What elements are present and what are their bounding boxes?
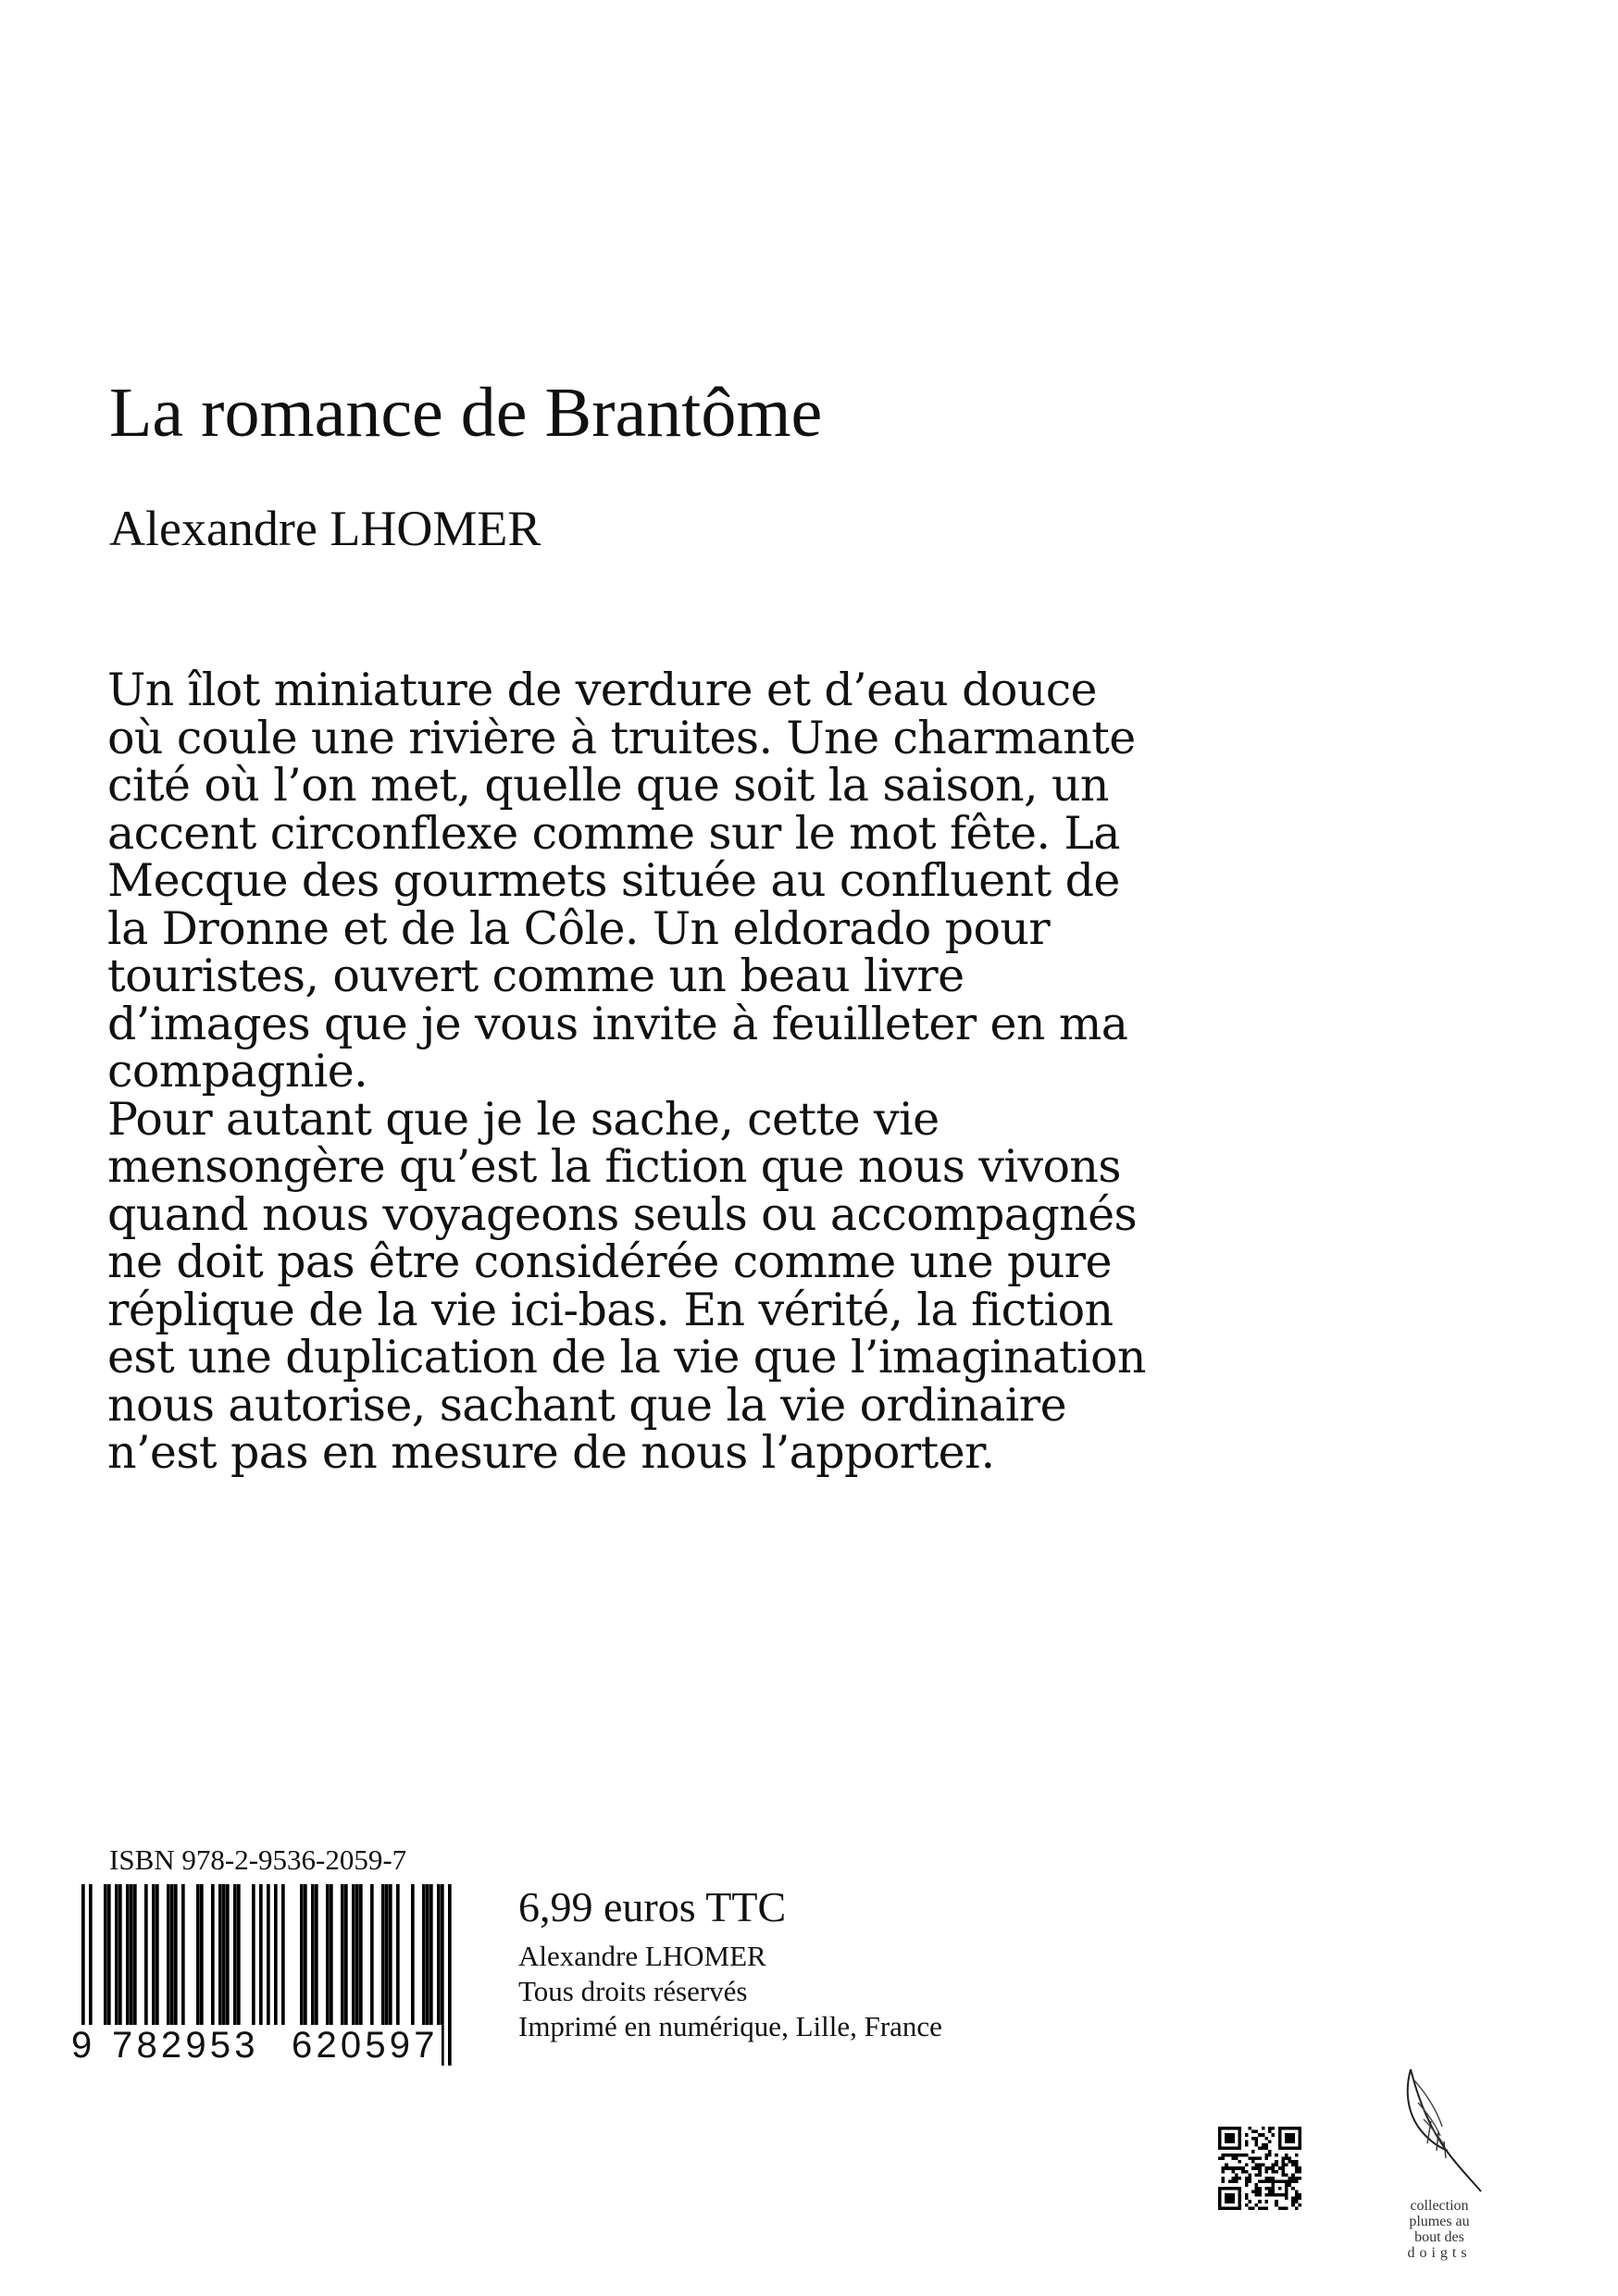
qr-module bbox=[1278, 2166, 1282, 2170]
barcode-bar bbox=[341, 1884, 344, 2025]
qr-module bbox=[1251, 2156, 1255, 2160]
barcode-bar bbox=[315, 1884, 318, 2025]
qr-module bbox=[1281, 2173, 1285, 2177]
barcode-bar bbox=[389, 1884, 392, 2025]
qr-module bbox=[1251, 2190, 1255, 2193]
qr-module bbox=[1222, 2177, 1226, 2180]
qr-module bbox=[1235, 2177, 1238, 2180]
qr-module bbox=[1264, 2137, 1268, 2141]
barcode-bar bbox=[218, 1884, 222, 2025]
qr-module bbox=[1258, 2147, 1262, 2151]
qr-module bbox=[1245, 2180, 1249, 2184]
qr-module bbox=[1245, 2197, 1249, 2201]
qr-module bbox=[1255, 2173, 1259, 2177]
barcode-bar bbox=[274, 1884, 278, 2025]
qr-module bbox=[1255, 2183, 1259, 2187]
collection-line: collection bbox=[1410, 2198, 1469, 2214]
blurb-line: Un îlot miniature de verdure et d’eau douce bbox=[107, 664, 1097, 716]
qr-module bbox=[1231, 2153, 1235, 2157]
qr-module bbox=[1272, 2133, 1276, 2137]
barcode-bar bbox=[115, 1884, 118, 2025]
qr-module bbox=[1245, 2183, 1249, 2187]
qr-module bbox=[1258, 2206, 1262, 2210]
qr-module bbox=[1262, 2127, 1265, 2130]
qr-module bbox=[1225, 2133, 1235, 2143]
price: 6,99 euros TTC bbox=[518, 1883, 787, 1930]
qr-module bbox=[1258, 2170, 1262, 2174]
qr-module bbox=[1245, 2143, 1249, 2147]
qr-module bbox=[1264, 2153, 1268, 2157]
qr-module bbox=[1231, 2170, 1235, 2174]
qr-module bbox=[1258, 2173, 1262, 2177]
qr-module bbox=[1245, 2153, 1249, 2157]
qr-module bbox=[1262, 2164, 1265, 2167]
qr-module bbox=[1291, 2203, 1295, 2207]
barcode-bar bbox=[233, 1884, 237, 2025]
qr-module bbox=[1255, 2143, 1259, 2147]
qr-module bbox=[1295, 2170, 1299, 2174]
barcode-bar bbox=[281, 1884, 285, 2025]
barcode-bar bbox=[118, 1884, 122, 2025]
feather-icon bbox=[1390, 2062, 1492, 2201]
qr-module bbox=[1288, 2160, 1292, 2164]
barcode-bar bbox=[437, 1884, 441, 2025]
isbn-label: ISBN 978-2-9536-2059-7 bbox=[109, 1843, 407, 1876]
qr-module bbox=[1295, 2190, 1299, 2193]
qr-module bbox=[1255, 2187, 1259, 2191]
qr-module bbox=[1264, 2200, 1268, 2203]
barcode-bar bbox=[167, 1884, 170, 2025]
blurb-line: quand nous voyageons seuls ou accompagnés bbox=[107, 1187, 1138, 1241]
qr-module bbox=[1268, 2177, 1272, 2180]
qr-module bbox=[1281, 2170, 1285, 2174]
blurb-line: n’est pas en mesure de nous l’apporter. bbox=[107, 1426, 995, 1479]
qr-module bbox=[1231, 2166, 1235, 2170]
qr-module bbox=[1268, 2150, 1272, 2153]
qr-module bbox=[1278, 2187, 1282, 2191]
qr-module bbox=[1281, 2166, 1285, 2170]
barcode-bar bbox=[196, 1884, 200, 2025]
barcode-bar bbox=[211, 1884, 215, 2025]
barcode-bar bbox=[311, 1884, 315, 2025]
qr-module bbox=[1255, 2140, 1259, 2143]
qr-module bbox=[1281, 2164, 1285, 2167]
qr-module bbox=[1258, 2156, 1262, 2160]
qr-module bbox=[1262, 2180, 1265, 2184]
barcode-bar bbox=[152, 1884, 156, 2025]
qr-module bbox=[1248, 2156, 1251, 2160]
qr-module bbox=[1231, 2180, 1235, 2184]
qr-module bbox=[1255, 2193, 1259, 2197]
qr-module bbox=[1258, 2133, 1262, 2137]
barcode-bar bbox=[174, 1884, 178, 2025]
qr-module bbox=[1285, 2164, 1288, 2167]
printing-info: Imprimé en numérique, Lille, France bbox=[518, 2010, 942, 2042]
blurb-line: cité où l’on met, quelle que soit la saison, un bbox=[107, 759, 1109, 812]
qr-module bbox=[1295, 2177, 1299, 2180]
qr-module bbox=[1281, 2156, 1285, 2160]
qr-module bbox=[1288, 2180, 1292, 2184]
qr-module bbox=[1235, 2166, 1238, 2170]
qr-module bbox=[1268, 2190, 1272, 2193]
qr-module bbox=[1248, 2177, 1251, 2180]
qr-module bbox=[1275, 2160, 1278, 2164]
qr-module bbox=[1281, 2160, 1285, 2164]
qr-module bbox=[1264, 2206, 1268, 2210]
qr-module bbox=[1272, 2166, 1276, 2170]
qr-module bbox=[1235, 2173, 1238, 2177]
barcode-bar bbox=[344, 1884, 348, 2025]
blurb-line: touristes, ouvert comme un beau livre bbox=[107, 949, 965, 1002]
qr-module bbox=[1222, 2153, 1226, 2157]
qr-module bbox=[1238, 2166, 1242, 2170]
qr-module bbox=[1268, 2130, 1272, 2134]
qr-module bbox=[1264, 2156, 1268, 2160]
blurb-line: est une duplication de la vie que l’imagination bbox=[107, 1331, 1146, 1384]
qr-module bbox=[1258, 2200, 1262, 2203]
qr-module bbox=[1272, 2170, 1276, 2174]
qr-module bbox=[1235, 2153, 1238, 2157]
barcode-bar bbox=[237, 1884, 241, 2025]
qr-module bbox=[1291, 2160, 1295, 2164]
qr-module bbox=[1272, 2164, 1276, 2167]
barcode-bar bbox=[252, 1884, 255, 2025]
blurb-line: Mecque des gourmets située au confluent de bbox=[107, 854, 1120, 907]
barcode-bar bbox=[133, 1884, 137, 2025]
barcode-bar bbox=[359, 1884, 363, 2025]
barcode-bar bbox=[130, 1884, 133, 2025]
qr-module bbox=[1258, 2190, 1262, 2193]
qr-module bbox=[1295, 2166, 1299, 2170]
qr-module bbox=[1222, 2170, 1226, 2174]
qr-module bbox=[1255, 2130, 1259, 2134]
qr-code bbox=[1218, 2127, 1301, 2210]
qr-module bbox=[1285, 2197, 1288, 2201]
qr-module bbox=[1281, 2206, 1285, 2210]
qr-module bbox=[1295, 2180, 1299, 2184]
collection-line: doigts bbox=[1407, 2245, 1472, 2261]
qr-module bbox=[1268, 2127, 1272, 2130]
qr-module bbox=[1238, 2177, 1242, 2180]
qr-module bbox=[1231, 2156, 1235, 2160]
barcode-bar bbox=[330, 1884, 333, 2025]
blurb-line: la Dronne et de la Côle. Un eldorado pour bbox=[107, 901, 1051, 955]
barcode-bar bbox=[396, 1884, 400, 2025]
qr-module bbox=[1228, 2166, 1232, 2170]
qr-module bbox=[1295, 2193, 1299, 2197]
qr-module bbox=[1238, 2153, 1242, 2157]
barcode-bar bbox=[422, 1884, 426, 2025]
qr-module bbox=[1251, 2130, 1255, 2134]
qr-module bbox=[1295, 2197, 1299, 2201]
qr-module bbox=[1258, 2164, 1262, 2167]
qr-module bbox=[1285, 2153, 1288, 2157]
blurb-line: Pour autant que je le sache, cette vie bbox=[107, 1092, 940, 1146]
qr-module bbox=[1264, 2147, 1268, 2151]
qr-module bbox=[1298, 2203, 1301, 2207]
qr-module bbox=[1268, 2140, 1272, 2143]
qr-module bbox=[1268, 2153, 1272, 2157]
barcode-bar bbox=[259, 1884, 263, 2025]
qr-module bbox=[1291, 2177, 1295, 2180]
barcode-bar bbox=[107, 1884, 111, 2025]
qr-module bbox=[1285, 2206, 1288, 2210]
qr-module bbox=[1228, 2153, 1232, 2157]
blurb-line: où coule une rivière à truites. Une charmante bbox=[107, 711, 1136, 764]
qr-module bbox=[1258, 2187, 1262, 2191]
barcode-digit-first: 9 bbox=[68, 2025, 98, 2066]
qr-module bbox=[1248, 2180, 1251, 2184]
blurb-line: compagnie. bbox=[107, 1045, 368, 1098]
qr-module bbox=[1248, 2127, 1251, 2130]
qr-module bbox=[1275, 2203, 1278, 2207]
qr-module bbox=[1262, 2133, 1265, 2137]
qr-module bbox=[1272, 2127, 1276, 2130]
qr-module bbox=[1245, 2164, 1249, 2167]
qr-module bbox=[1295, 2153, 1299, 2157]
qr-module bbox=[1268, 2187, 1272, 2191]
barcode-bar bbox=[144, 1884, 148, 2025]
barcode-bar bbox=[352, 1884, 355, 2025]
qr-module bbox=[1245, 2203, 1249, 2207]
qr-module bbox=[1285, 2156, 1288, 2160]
qr-module bbox=[1264, 2177, 1268, 2180]
qr-module bbox=[1255, 2190, 1259, 2193]
qr-module bbox=[1295, 2206, 1299, 2210]
qr-module bbox=[1291, 2187, 1295, 2191]
collection-name bbox=[1388, 2198, 1490, 2261]
qr-module bbox=[1275, 2153, 1278, 2157]
qr-module bbox=[1258, 2180, 1262, 2184]
barcode-bar bbox=[170, 1884, 174, 2025]
barcode-bar bbox=[226, 1884, 230, 2025]
barcode-bar bbox=[126, 1884, 130, 2025]
qr-module bbox=[1288, 2177, 1292, 2180]
qr-module bbox=[1285, 2133, 1295, 2143]
qr-module bbox=[1298, 2166, 1301, 2170]
qr-module bbox=[1278, 2206, 1282, 2210]
qr-module bbox=[1245, 2133, 1249, 2137]
qr-module bbox=[1268, 2166, 1272, 2170]
barcode-bar bbox=[370, 1884, 374, 2025]
qr-module bbox=[1241, 2166, 1245, 2170]
qr-module bbox=[1291, 2164, 1295, 2167]
qr-module bbox=[1231, 2177, 1235, 2180]
qr-module bbox=[1235, 2180, 1238, 2184]
qr-module bbox=[1251, 2137, 1255, 2141]
qr-module bbox=[1264, 2170, 1268, 2174]
blurb-line: nous autorise, sachant que la vie ordinaire bbox=[107, 1378, 1067, 1432]
blurb-line: d’images que je vous invite à feuilleter en ma bbox=[107, 997, 1128, 1050]
qr-module bbox=[1264, 2187, 1268, 2191]
qr-module bbox=[1245, 2177, 1249, 2180]
barcode-bar bbox=[385, 1884, 389, 2025]
qr-module bbox=[1255, 2164, 1259, 2167]
qr-module bbox=[1222, 2180, 1226, 2184]
qr-module bbox=[1288, 2183, 1292, 2187]
blurb-line: mensongère qu’est la fiction que nous vivons bbox=[107, 1140, 1121, 1193]
barcode-bar bbox=[426, 1884, 429, 2025]
qr-module bbox=[1251, 2206, 1255, 2210]
barcode-bar bbox=[156, 1884, 159, 2025]
qr-module bbox=[1262, 2147, 1265, 2151]
qr-module bbox=[1251, 2166, 1255, 2170]
qr-module bbox=[1264, 2193, 1268, 2197]
collection-line: bout des bbox=[1414, 2229, 1464, 2245]
qr-module bbox=[1298, 2177, 1301, 2180]
qr-module bbox=[1255, 2137, 1259, 2141]
qr-module bbox=[1295, 2160, 1299, 2164]
qr-module bbox=[1264, 2166, 1268, 2170]
barcode-bar bbox=[300, 1884, 304, 2025]
back-cover-blurb bbox=[107, 666, 1274, 1477]
qr-module bbox=[1262, 2143, 1265, 2147]
rights-notice: Tous droits réservés bbox=[518, 1975, 748, 2007]
qr-module bbox=[1245, 2170, 1249, 2174]
barcode-digits bbox=[72, 2025, 461, 2066]
barcode-bar bbox=[267, 1884, 270, 2025]
qr-module bbox=[1255, 2156, 1259, 2160]
qr-module bbox=[1251, 2160, 1255, 2164]
qr-module bbox=[1222, 2156, 1226, 2160]
qr-module bbox=[1225, 2164, 1228, 2167]
barcode-bar bbox=[222, 1884, 226, 2025]
qr-module bbox=[1272, 2177, 1276, 2180]
qr-module bbox=[1235, 2156, 1238, 2160]
barcode-bar bbox=[429, 1884, 433, 2025]
qr-module bbox=[1255, 2203, 1259, 2207]
qr-module bbox=[1291, 2200, 1295, 2203]
qr-module bbox=[1298, 2193, 1301, 2197]
qr-module bbox=[1222, 2166, 1226, 2170]
barcode-bar bbox=[355, 1884, 359, 2025]
qr-module bbox=[1248, 2206, 1251, 2210]
qr-module bbox=[1248, 2200, 1251, 2203]
blurb-line: ne doit pas être considérée comme une pure bbox=[107, 1235, 1112, 1288]
barcode-bar bbox=[381, 1884, 385, 2025]
barcode-bar bbox=[104, 1884, 107, 2025]
qr-module bbox=[1262, 2206, 1265, 2210]
qr-module bbox=[1275, 2164, 1278, 2167]
qr-module bbox=[1255, 2166, 1259, 2170]
blurb-line: accent circonflexe comme sur le mot fête. La bbox=[107, 806, 1120, 860]
barcode-bar bbox=[411, 1884, 415, 2025]
book-author: Alexandre LHOMER bbox=[109, 501, 541, 556]
barcode-bar bbox=[181, 1884, 185, 2025]
qr-module bbox=[1225, 2153, 1228, 2157]
qr-module bbox=[1298, 2170, 1301, 2174]
collection-line: plumes au bbox=[1409, 2214, 1470, 2229]
book-title: La romance de Brantôme bbox=[109, 374, 823, 452]
qr-module bbox=[1268, 2180, 1272, 2184]
qr-module bbox=[1238, 2160, 1242, 2164]
qr-module bbox=[1295, 2200, 1299, 2203]
qr-module bbox=[1251, 2150, 1255, 2153]
qr-module bbox=[1245, 2193, 1249, 2197]
qr-module bbox=[1225, 2193, 1235, 2203]
qr-module bbox=[1285, 2173, 1288, 2177]
qr-module bbox=[1258, 2166, 1262, 2170]
qr-module bbox=[1288, 2156, 1292, 2160]
qr-module bbox=[1241, 2170, 1245, 2174]
qr-module bbox=[1245, 2140, 1249, 2143]
publisher-author: Alexandre LHOMER bbox=[518, 1940, 766, 1972]
qr-code-icon bbox=[1218, 2127, 1301, 2210]
barcode-digits-right: 620597 bbox=[289, 2025, 442, 2066]
blurb-line: réplique de la vie ici-bas. En vérité, la fiction bbox=[107, 1283, 1114, 1336]
qr-module bbox=[1248, 2173, 1251, 2177]
qr-module bbox=[1295, 2164, 1299, 2167]
qr-module bbox=[1275, 2170, 1278, 2174]
barcode-digits-left: 782953 bbox=[109, 2025, 262, 2066]
qr-module bbox=[1264, 2143, 1268, 2147]
barcode-bar bbox=[304, 1884, 307, 2025]
qr-module bbox=[1275, 2200, 1278, 2203]
qr-module bbox=[1228, 2180, 1232, 2184]
barcode-bar bbox=[200, 1884, 204, 2025]
qr-module bbox=[1225, 2166, 1228, 2170]
qr-module bbox=[1258, 2193, 1262, 2197]
qr-module bbox=[1291, 2180, 1295, 2184]
qr-module bbox=[1268, 2193, 1272, 2197]
qr-module bbox=[1264, 2180, 1268, 2184]
qr-module bbox=[1291, 2173, 1295, 2177]
barcode-bar bbox=[326, 1884, 330, 2025]
qr-module bbox=[1218, 2156, 1222, 2160]
qr-module bbox=[1241, 2153, 1245, 2157]
qr-module bbox=[1298, 2197, 1301, 2201]
qr-module bbox=[1291, 2197, 1295, 2201]
